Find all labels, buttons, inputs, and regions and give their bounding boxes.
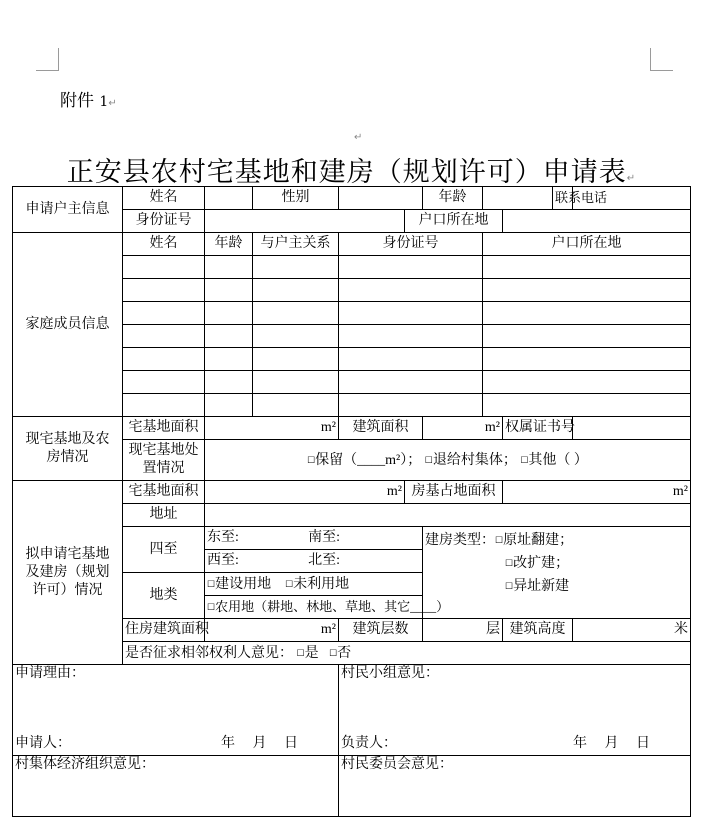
application-reason-cell[interactable]: 申请理由： 申请人： 年 月 日 [13,665,339,756]
village-group-opinion-cell[interactable]: 村民小组意见： 负责人： 年 月 日 [339,665,691,756]
family-cell[interactable] [339,256,483,279]
proposed-footprint-field[interactable]: m² [503,481,691,504]
family-cell[interactable] [123,256,205,279]
applicant-gender-field[interactable] [339,187,423,210]
floors-label: 建筑层数 [339,619,423,642]
applicant-hukou-label: 户口所在地 [405,210,503,233]
family-cell[interactable] [339,279,483,302]
family-cell[interactable] [483,279,691,302]
application-form-table [12,186,691,817]
floor-area-field[interactable]: m² [205,619,339,642]
consent-yes-checkbox[interactable]: ☐ [296,647,305,658]
height-field[interactable]: 米 [573,619,691,642]
family-cell[interactable] [205,256,253,279]
family-cell[interactable] [205,302,253,325]
floors-field[interactable]: 层 [423,619,503,642]
family-cell[interactable] [205,348,253,371]
applicant-id-field[interactable] [205,210,405,233]
new-site-checkbox[interactable]: ☐ [505,581,514,591]
family-cell[interactable] [205,279,253,302]
family-cell[interactable] [123,279,205,302]
west-north-row[interactable]: 西至: 北至: [205,550,423,573]
keep-option-label: 保留（____m²）； [315,452,422,468]
proposed-address-field[interactable] [205,504,691,527]
family-cell[interactable] [123,325,205,348]
return-option-label: 退给村集体； [432,452,517,468]
land-type-row-1: ☐建设用地 ☐未利用地 [205,573,423,596]
family-cell[interactable] [205,325,253,348]
consent-no-checkbox[interactable]: ☐ [329,647,338,658]
applicant-name-field[interactable] [205,187,253,210]
paragraph-mark-icon: ↵ [626,173,637,184]
family-header-age: 年龄 [205,233,253,256]
blank-line-mark: ↵ [354,132,363,143]
attachment-label: 附件 1↵ [60,91,117,111]
family-header-id: 身份证号 [339,233,483,256]
proposed-section-label: 拟申请宅基地及建房（规划许可）情况 [13,481,123,665]
land-type-row-2: ☐农用地（耕地、林地、草地、其它____） [205,596,423,619]
current-disposal-label: 现宅基地处置情况 [123,440,205,481]
applicant-gender-label: 性别 [253,187,339,210]
family-cell[interactable] [253,279,339,302]
committee-opinion-cell[interactable]: 村民委员会意见： [339,756,691,817]
build-type-cell: 建房类型：☐原址翻建； ☐改扩建； ☐异址新建 [423,527,691,619]
proposed-footprint-label: 房基占地面积 [405,481,503,504]
return-checkbox[interactable]: ☐ [424,454,433,465]
family-cell[interactable] [205,371,253,394]
family-cell[interactable] [253,325,339,348]
family-cell[interactable] [339,302,483,325]
applicant-age-field[interactable] [483,187,553,210]
current-disposal-options [205,440,691,481]
family-cell[interactable] [253,348,339,371]
expand-checkbox[interactable]: ☐ [505,558,514,568]
other-checkbox[interactable]: ☐ [520,454,529,465]
proposed-land-area-label: 宅基地面积 [123,481,205,504]
applicant-section-label: 申请户主信息 [13,187,123,233]
current-cert-label: 权属证书号 [503,417,573,440]
keep-checkbox[interactable]: ☐ [307,454,316,465]
four-boundaries-label: 四至 [123,527,205,573]
form-title: 正安县农村宅基地和建房（规划许可）申请表↵ [66,157,637,188]
agricultural-land-checkbox[interactable]: ☐ [207,601,216,612]
height-label: 建筑高度 [503,619,573,642]
family-cell[interactable] [205,394,253,417]
family-header-name: 姓名 [123,233,205,256]
family-header-relation: 与户主关系 [253,233,339,256]
current-build-area-label: 建筑面积 [339,417,423,440]
family-cell[interactable] [339,371,483,394]
collective-opinion-cell[interactable]: 村集体经济组织意见： [13,756,339,817]
family-header-hukou: 户口所在地 [483,233,691,256]
unused-land-checkbox[interactable]: ☐ [285,578,294,589]
family-cell[interactable] [253,256,339,279]
family-section-label: 家庭成员信息 [13,233,123,417]
applicant-hukou-field[interactable] [503,210,691,233]
other-option-label: 其他（ ） [528,452,588,468]
family-cell[interactable] [253,302,339,325]
proposed-address-label: 地址 [123,504,205,527]
neighbor-consent-row: 是否征求相邻权利人意见： ☐是 ☐否 [123,642,691,665]
family-cell[interactable] [483,325,691,348]
east-south-row[interactable]: 东至: 南至: [205,527,423,550]
family-cell[interactable] [483,302,691,325]
page-corner-mark-right [650,48,673,71]
proposed-land-area-field[interactable]: m² [205,481,405,504]
floor-area-label: 住房建筑面积 [123,619,205,642]
current-build-area-field[interactable]: m² [423,417,503,440]
rebuild-checkbox[interactable]: ☐ [495,535,504,545]
land-type-label: 地类 [123,573,205,619]
family-cell[interactable] [483,371,691,394]
paragraph-mark-icon: ↵ [108,98,117,109]
current-section-label: 现宅基地及农房情况 [13,417,123,481]
applicant-age-label: 年龄 [423,187,483,210]
family-cell[interactable] [123,348,205,371]
family-cell[interactable] [483,256,691,279]
family-cell[interactable] [253,394,339,417]
family-cell[interactable] [339,394,483,417]
construction-land-checkbox[interactable]: ☐ [207,578,216,589]
family-cell[interactable] [123,302,205,325]
current-cert-field[interactable] [573,417,691,440]
family-cell[interactable] [123,394,205,417]
applicant-phone-label: 联系电话 [553,187,573,210]
family-cell[interactable] [483,348,691,371]
applicant-id-label: 身份证号 [123,210,205,233]
page-corner-mark-left [36,48,59,71]
current-land-area-label: 宅基地面积 [123,417,205,440]
applicant-name-label: 姓名 [123,187,205,210]
family-cell[interactable] [123,371,205,394]
family-cell[interactable] [483,394,691,417]
family-cell[interactable] [339,325,483,348]
current-land-area-field[interactable]: m² [205,417,339,440]
family-cell[interactable] [339,348,483,371]
family-cell[interactable] [253,371,339,394]
